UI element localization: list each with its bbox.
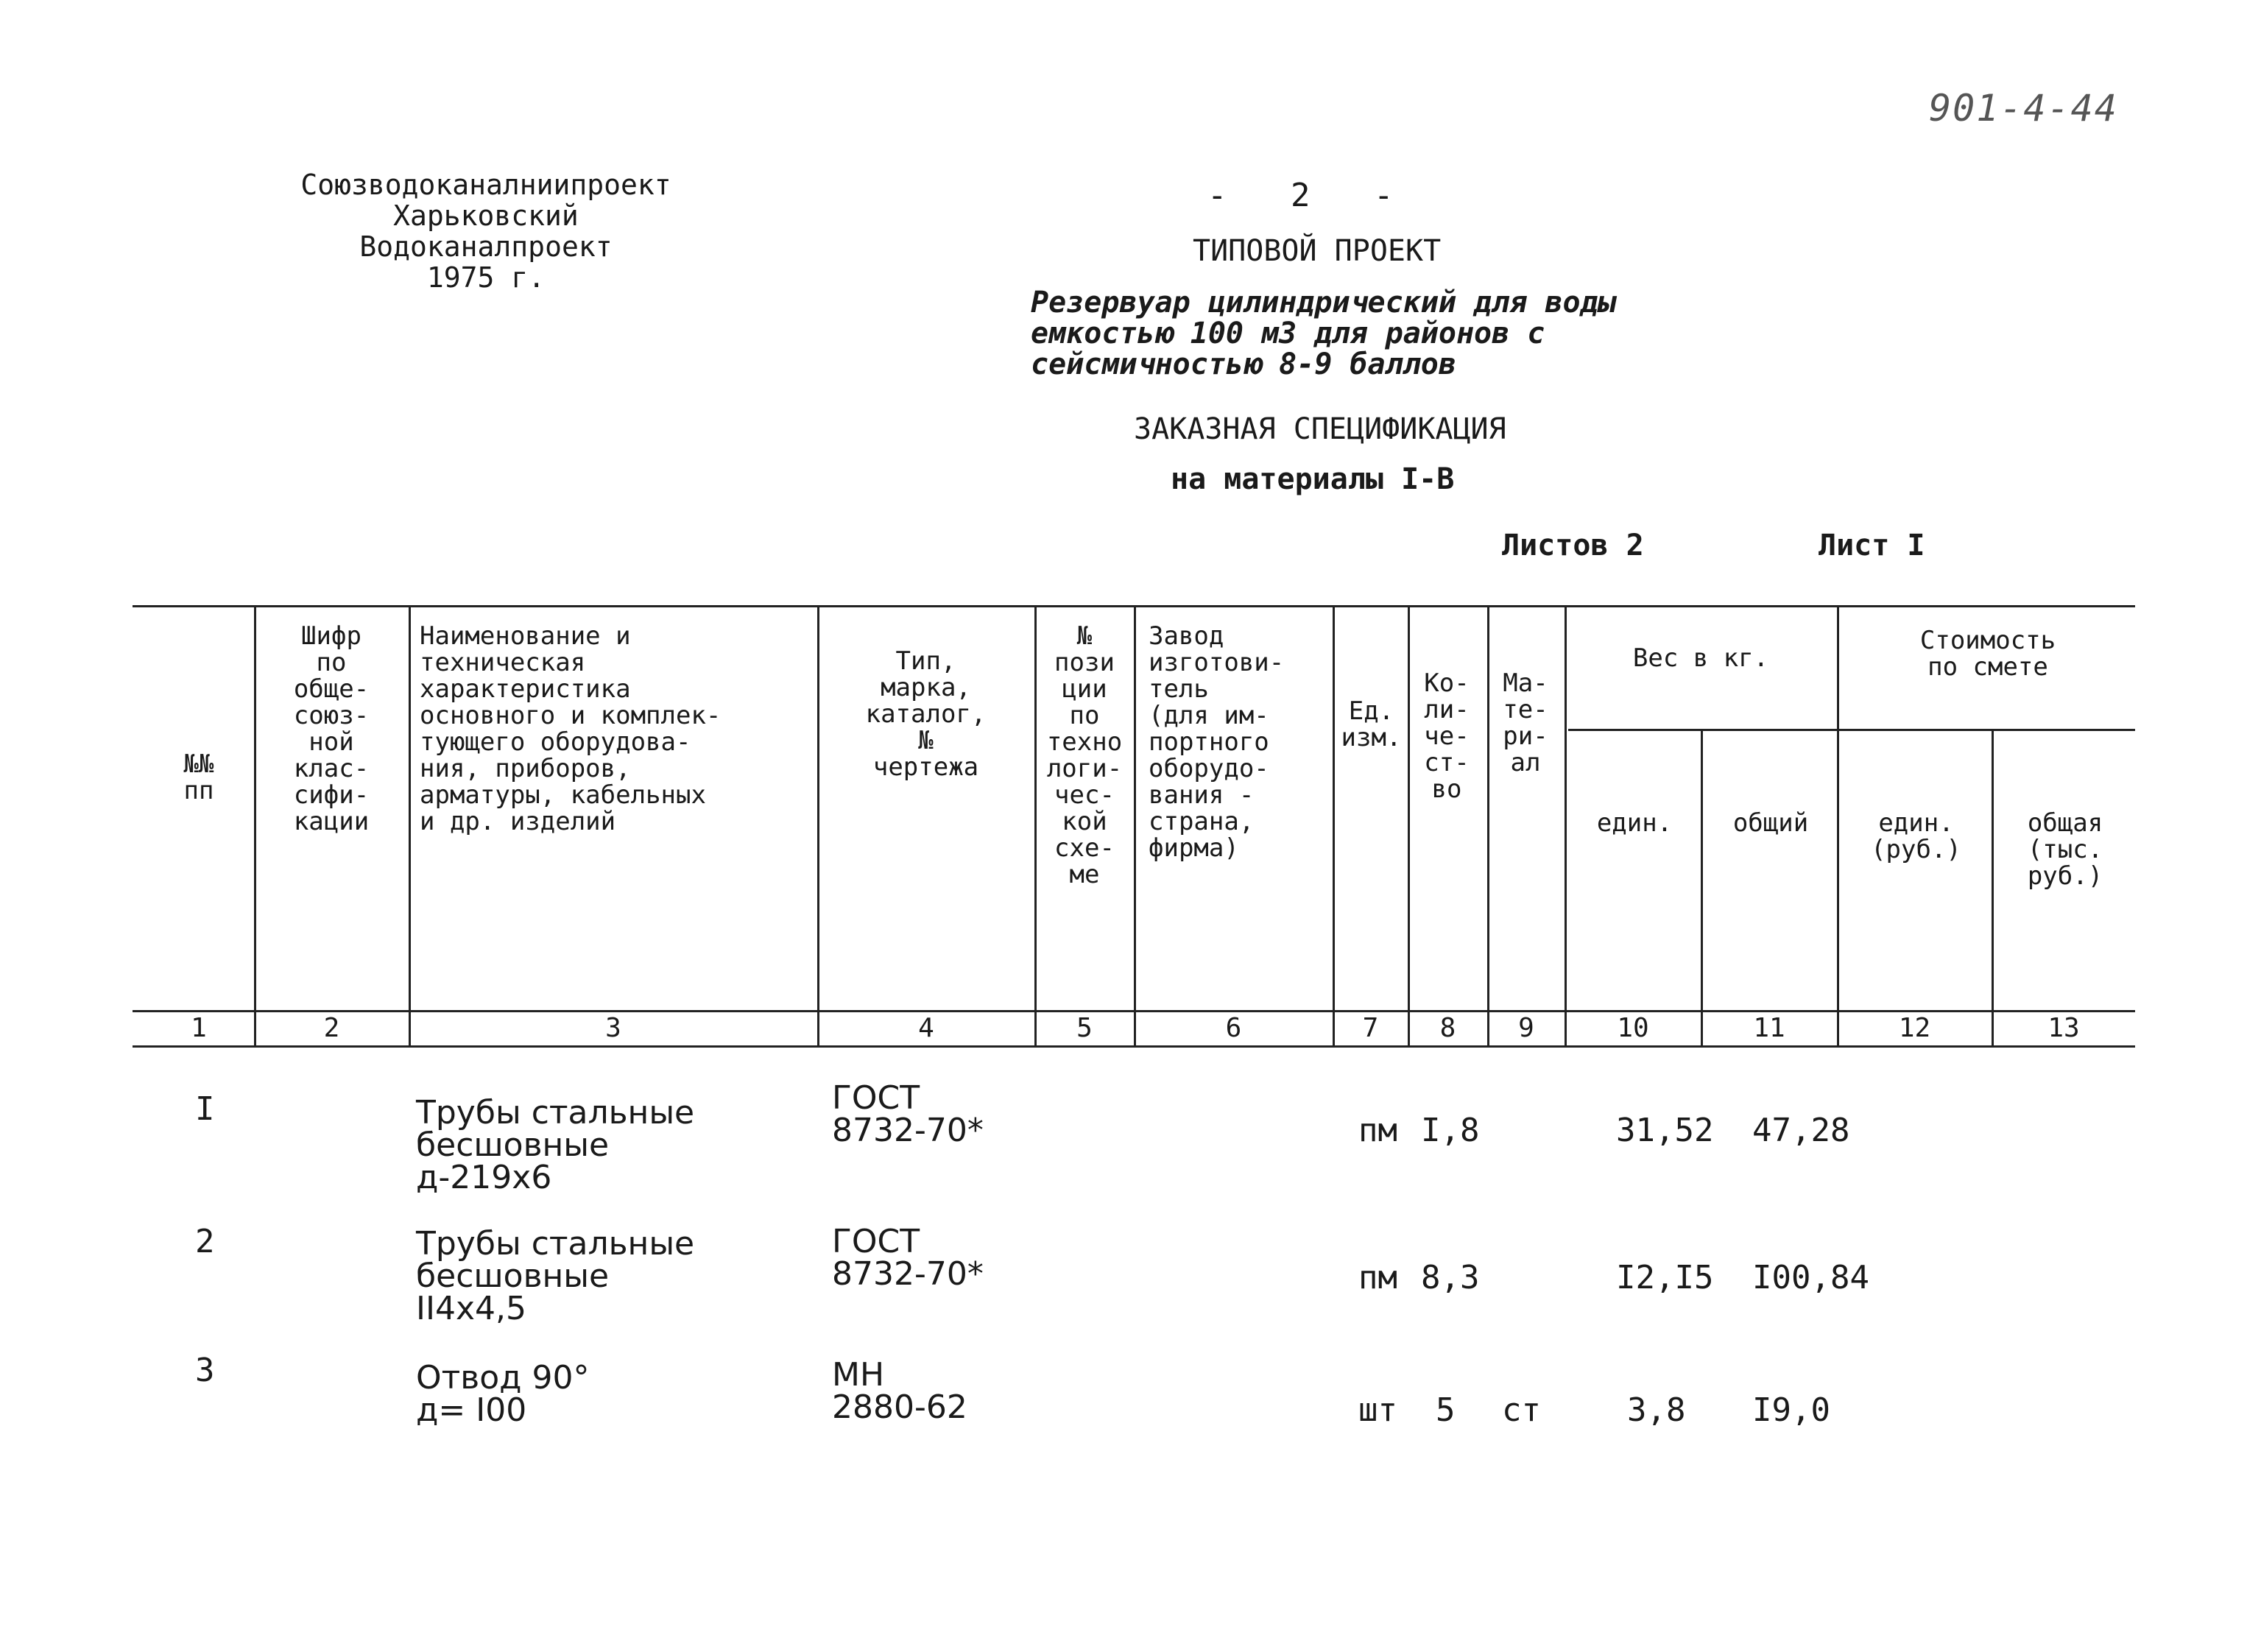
column-number: 13 <box>2047 1013 2080 1043</box>
project-name-line-2: емкостью 100 м3 для районов с <box>1031 317 1545 350</box>
specification-subtitle: на материалы I-В <box>1171 462 1455 496</box>
column-number: 3 <box>605 1013 621 1043</box>
item-unit: шт <box>1358 1391 1397 1429</box>
header-material: Ма- те- ри- ал <box>1503 668 1548 777</box>
column-number: 7 <box>1362 1013 1379 1043</box>
item-type-line: МН <box>832 1356 885 1394</box>
sheets-total: Листов 2 <box>1502 529 1644 562</box>
header-type-brand: Тип, марка, каталог, № чертежа <box>865 646 987 782</box>
col-divider-2 <box>409 605 411 1045</box>
item-weight-unit: I2,I5 <box>1616 1259 1714 1296</box>
col-divider-12 <box>1992 729 1994 1045</box>
col-divider-3 <box>817 605 819 1045</box>
header-weight-total: общий <box>1732 808 1809 838</box>
item-quantity: 5 <box>1436 1391 1456 1429</box>
numbers-bottom-rule <box>133 1045 2135 1048</box>
item-material: ст <box>1502 1391 1541 1429</box>
item-name-line: II4х4,5 <box>416 1290 526 1327</box>
column-number: 6 <box>1225 1013 1242 1043</box>
col-divider-10 <box>1701 729 1703 1045</box>
column-number: 12 <box>1898 1013 1931 1043</box>
project-type-label: ТИПОВОЙ ПРОЕКТ <box>1193 234 1442 268</box>
organization-block <box>258 169 714 293</box>
row-number: 3 <box>195 1352 215 1389</box>
col-divider-11 <box>1837 605 1839 1045</box>
org-line-2: Харьковский <box>393 200 579 232</box>
column-number: 10 <box>1617 1013 1649 1043</box>
header-manufacturer: Завод изготови- тель (для им- портного оборудо- вания - страна, фирма) <box>1149 621 1285 863</box>
org-line-3: Водоканалпроект <box>359 230 613 263</box>
item-weight-total: 47,28 <box>1752 1112 1850 1149</box>
column-number: 5 <box>1076 1013 1093 1043</box>
item-type-line: ГОСТ <box>832 1079 920 1117</box>
item-name-line: бесшовные <box>416 1126 610 1164</box>
item-name-line: Отвод 90° <box>416 1359 590 1397</box>
item-unit: пм <box>1358 1259 1397 1296</box>
header-classification-code: Шифр по обще- союз- ной клас- сифи- кации <box>293 621 370 836</box>
item-name-line: бесшовные <box>416 1257 610 1295</box>
item-quantity: I,8 <box>1421 1112 1480 1149</box>
col-divider-5 <box>1134 605 1136 1045</box>
col-divider-6 <box>1333 605 1335 1045</box>
item-weight-unit: 3,8 <box>1627 1391 1686 1429</box>
org-year: 1975 г. <box>426 261 546 294</box>
column-number: 8 <box>1439 1013 1456 1043</box>
item-type-line: ГОСТ <box>832 1223 920 1260</box>
header-position: № пози ции по техно логи- чес- кой схе- ме <box>1046 621 1123 889</box>
specification-title: ЗАКАЗНАЯ СПЕЦИФИКАЦИЯ <box>1134 412 1506 446</box>
item-weight-total: I9,0 <box>1752 1391 1830 1429</box>
weight-cost-sub-rule <box>1568 729 2135 731</box>
project-name <box>1031 287 1616 380</box>
row-number: 2 <box>195 1223 215 1260</box>
row-number: I <box>195 1090 215 1128</box>
header-cost-unit: един. (руб.) <box>1871 808 1961 864</box>
header-cost: Стоимость по смете <box>1919 626 2056 682</box>
item-type-line: 8732-70* <box>832 1112 984 1149</box>
col-divider-9 <box>1565 605 1567 1045</box>
item-weight-unit: 31,52 <box>1616 1112 1714 1149</box>
header-cost-total: общая (тыс. руб.) <box>2027 808 2103 891</box>
sheet-current: Лист I <box>1819 529 1925 562</box>
item-name-line: д-219х6 <box>416 1159 552 1196</box>
column-number: 4 <box>918 1013 934 1043</box>
item-unit: пм <box>1358 1112 1397 1149</box>
column-number: 11 <box>1753 1013 1785 1043</box>
header-name-characteristics: Наименование и техническая характеристика основного и комплек- тующего оборудова- ния, приборов, арматуры, кабельных и др. изделий <box>420 621 722 836</box>
project-name-line-1: Резервуар цилиндрический для воды <box>1031 286 1616 320</box>
col-divider-1 <box>254 605 256 1045</box>
item-type-line: 8732-70* <box>832 1255 984 1293</box>
page-number: - 2 - <box>1207 177 1394 214</box>
header-weight: Вес в кг. <box>1632 643 1769 673</box>
column-number: 9 <box>1518 1013 1534 1043</box>
column-number: 2 <box>323 1013 340 1043</box>
header-weight-unit: един. <box>1596 808 1673 838</box>
header-row-number: №№ пп <box>183 749 214 805</box>
org-line-1: Союзводоканалниипроект <box>300 169 671 201</box>
item-type-line: 2880-62 <box>832 1388 967 1426</box>
item-weight-total: I00,84 <box>1752 1259 1869 1296</box>
document-code: 901-4-44 <box>1929 87 2118 130</box>
item-name-line: Трубы стальные <box>416 1225 695 1263</box>
item-name-line: Трубы стальные <box>416 1094 695 1132</box>
column-number: 1 <box>191 1013 207 1043</box>
header-unit: Ед. изм. <box>1341 696 1402 752</box>
item-quantity: 8,3 <box>1421 1259 1480 1296</box>
item-name-line: д= I00 <box>416 1391 527 1429</box>
header-quantity: Ко- ли- че- ст- во <box>1424 668 1470 804</box>
project-name-line-3: сейсмичностью 8-9 баллов <box>1031 347 1456 381</box>
